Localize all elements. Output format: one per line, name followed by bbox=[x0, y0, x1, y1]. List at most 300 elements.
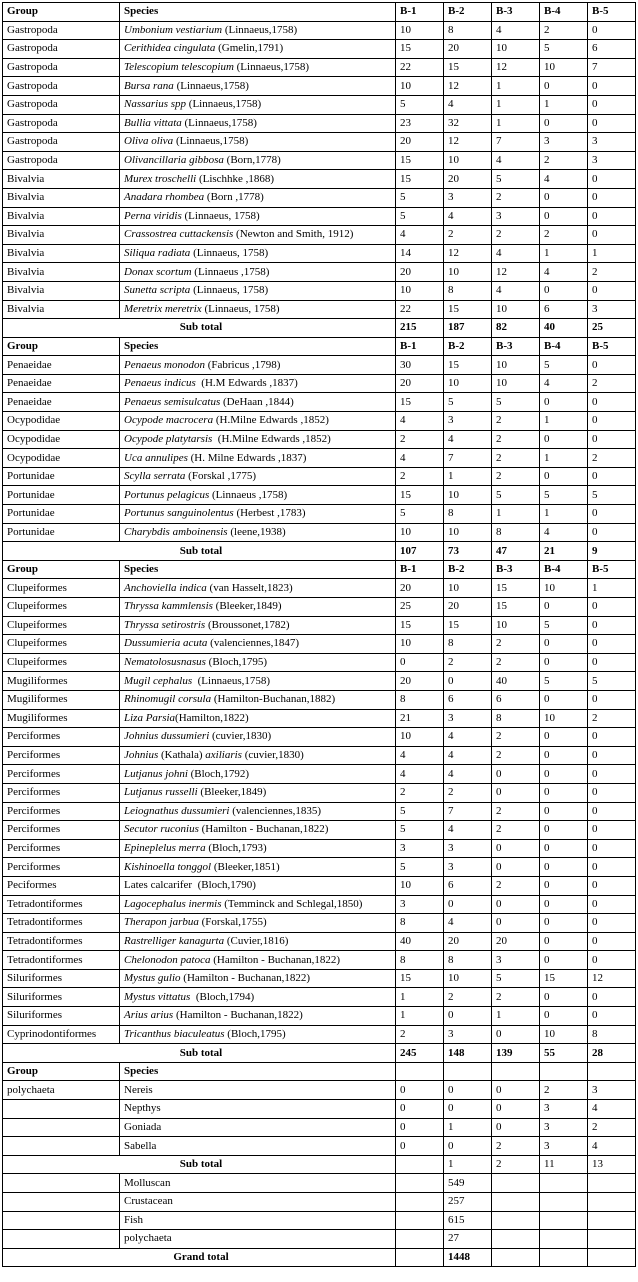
species-authority: (DeHaan ,1844) bbox=[220, 395, 294, 408]
header-b1: B-1 bbox=[396, 560, 444, 579]
group-cell: Bivalvia bbox=[3, 188, 120, 207]
value-b4: 0 bbox=[540, 895, 588, 914]
value-b1: 40 bbox=[396, 932, 444, 951]
value-b1: 1 bbox=[396, 988, 444, 1007]
species-cell bbox=[120, 95, 396, 114]
value-b2: 4 bbox=[444, 207, 492, 226]
species-cell bbox=[120, 1025, 396, 1044]
value-b1: 0 bbox=[396, 1137, 444, 1156]
species-scientific-name: Crassostrea cuttackensis bbox=[124, 228, 234, 241]
group-cell: Siluriformes bbox=[3, 1007, 120, 1026]
species-cell bbox=[120, 1007, 396, 1026]
group-cell: Siluriformes bbox=[3, 969, 120, 988]
value-b1: 15 bbox=[396, 40, 444, 59]
species-authority: (Linnaeus,1758) bbox=[181, 116, 257, 129]
value-b4: 0 bbox=[540, 728, 588, 747]
subtotal-b3: 139 bbox=[492, 1044, 540, 1063]
value-b1: 8 bbox=[396, 914, 444, 933]
value-b1: 2 bbox=[396, 467, 444, 486]
subtotal-b3: 82 bbox=[492, 319, 540, 338]
table-row bbox=[3, 449, 636, 468]
species-authority: (Hamilton - Buchanan,1822) bbox=[180, 972, 311, 985]
species-authority: (Fabricus ,1798) bbox=[204, 358, 281, 371]
value-b3: 15 bbox=[492, 598, 540, 617]
value-b4: 0 bbox=[540, 690, 588, 709]
table-row bbox=[3, 151, 636, 170]
species-cell bbox=[120, 690, 396, 709]
value-b3: 6 bbox=[492, 690, 540, 709]
value-b1: 30 bbox=[396, 356, 444, 375]
species-scientific-name: Tricanthus biaculeatus bbox=[124, 1027, 225, 1040]
value-b4: 0 bbox=[540, 932, 588, 951]
value-b2: 32 bbox=[444, 114, 492, 133]
value-b5: 0 bbox=[588, 1007, 636, 1026]
species-authority: (Broussonet,1782) bbox=[205, 618, 290, 631]
value-b1: 4 bbox=[396, 412, 444, 431]
subtotal-row bbox=[3, 542, 636, 561]
value-b5: 0 bbox=[588, 616, 636, 635]
group-cell: Portunidae bbox=[3, 523, 120, 542]
summary-row bbox=[3, 1193, 636, 1212]
value-b4: 0 bbox=[540, 1007, 588, 1026]
species-cell bbox=[120, 914, 396, 933]
header-row bbox=[3, 337, 636, 356]
value-b2: 3 bbox=[444, 709, 492, 728]
species-cell bbox=[120, 821, 396, 840]
header-b1: B-1 bbox=[396, 3, 444, 22]
table-row bbox=[3, 1118, 636, 1137]
value-b1: 25 bbox=[396, 598, 444, 617]
subtotal-b4: 40 bbox=[540, 319, 588, 338]
value-b5: 6 bbox=[588, 40, 636, 59]
species-authority: (valenciennes,1835) bbox=[229, 804, 322, 817]
value-b4: 0 bbox=[540, 598, 588, 617]
species-scientific-name: Portunus pelagicus bbox=[124, 488, 210, 501]
value-b4: 5 bbox=[540, 356, 588, 375]
species-authority: (Bleeker,1849) bbox=[197, 786, 267, 799]
table-row bbox=[3, 672, 636, 691]
species-authority: (H.Milne Edwards ,1852) bbox=[212, 432, 331, 445]
header-species: Species bbox=[120, 337, 396, 356]
table-row bbox=[3, 1137, 636, 1156]
species-scientific-name: Leiognathus dussumieri bbox=[124, 804, 230, 817]
value-b2: 0 bbox=[444, 1137, 492, 1156]
value-b3: 0 bbox=[492, 839, 540, 858]
species-scientific-name: Penaeus semisulcatus bbox=[124, 395, 221, 408]
group-cell: Tetradontiformes bbox=[3, 914, 120, 933]
group-cell: Bivalvia bbox=[3, 226, 120, 245]
subtotal-b1: 107 bbox=[396, 542, 444, 561]
table-row bbox=[3, 765, 636, 784]
species-cell bbox=[120, 114, 396, 133]
table-row bbox=[3, 188, 636, 207]
value-b5: 0 bbox=[588, 430, 636, 449]
value-b4: 2 bbox=[540, 21, 588, 40]
value-b3: 4 bbox=[492, 244, 540, 263]
species-cell bbox=[120, 393, 396, 412]
value-b5: 0 bbox=[588, 951, 636, 970]
species-authority: (Bleeker,1851) bbox=[211, 860, 280, 873]
grand-total-row bbox=[3, 1248, 636, 1267]
value-b5: 2 bbox=[588, 263, 636, 282]
header-b2: B-2 bbox=[444, 560, 492, 579]
value-b5: 1 bbox=[588, 579, 636, 598]
value-b3: 10 bbox=[492, 40, 540, 59]
summary-row bbox=[3, 1174, 636, 1193]
value-b5: 0 bbox=[588, 746, 636, 765]
species-cell bbox=[120, 932, 396, 951]
value-b4: 6 bbox=[540, 300, 588, 319]
species-cell bbox=[120, 263, 396, 282]
species-scientific-name: Dussumieria acuta bbox=[124, 637, 208, 650]
group-cell: Tetradontiformes bbox=[3, 895, 120, 914]
table-row bbox=[3, 58, 636, 77]
header-b4: B-4 bbox=[540, 337, 588, 356]
subtotal-b4: 11 bbox=[540, 1155, 588, 1174]
value-b4: 10 bbox=[540, 1025, 588, 1044]
summary-empty bbox=[3, 1174, 120, 1193]
value-b4: 3 bbox=[540, 1100, 588, 1119]
value-b3: 3 bbox=[492, 951, 540, 970]
header-b3: B-3 bbox=[492, 560, 540, 579]
value-b5: 2 bbox=[588, 1118, 636, 1137]
header-b5: B-5 bbox=[588, 560, 636, 579]
species-cell bbox=[120, 969, 396, 988]
species-scientific-name: Thryssa kammlensis bbox=[124, 600, 213, 613]
value-b4: 2 bbox=[540, 226, 588, 245]
value-b2: 3 bbox=[444, 412, 492, 431]
value-b2: 4 bbox=[444, 821, 492, 840]
value-b2: 20 bbox=[444, 598, 492, 617]
value-b5: 0 bbox=[588, 356, 636, 375]
species-cell bbox=[120, 523, 396, 542]
value-b1: 3 bbox=[396, 839, 444, 858]
species-authority: (Linnaeus, 1758) bbox=[181, 209, 260, 222]
species-scientific-name: Perna viridis bbox=[124, 209, 182, 222]
header-b4: B-4 bbox=[540, 3, 588, 22]
value-b3: 40 bbox=[492, 672, 540, 691]
species-cell bbox=[120, 1137, 396, 1156]
subtotal-b2: 73 bbox=[444, 542, 492, 561]
species-cell bbox=[120, 728, 396, 747]
value-b3: 3 bbox=[492, 207, 540, 226]
species-authority: (Forskal ,1775) bbox=[185, 470, 256, 483]
value-b4: 0 bbox=[540, 839, 588, 858]
species-authority: Lates calcarifer (Bloch,1790) bbox=[124, 879, 256, 892]
table-row bbox=[3, 412, 636, 431]
species-cell bbox=[120, 635, 396, 654]
value-b5: 8 bbox=[588, 1025, 636, 1044]
value-b4: 1 bbox=[540, 244, 588, 263]
value-b5: 0 bbox=[588, 77, 636, 96]
species-authority: (Cuvier,1816) bbox=[224, 934, 289, 947]
header-b3: B-3 bbox=[492, 337, 540, 356]
value-b4: 2 bbox=[540, 151, 588, 170]
value-b5: 0 bbox=[588, 226, 636, 245]
header-row bbox=[3, 1062, 636, 1081]
value-b5: 4 bbox=[588, 1100, 636, 1119]
table-row bbox=[3, 77, 636, 96]
species-authority: Nepthys bbox=[124, 1102, 161, 1115]
value-b3: 1 bbox=[492, 95, 540, 114]
value-b2: 2 bbox=[444, 653, 492, 672]
value-b3: 10 bbox=[492, 374, 540, 393]
value-b2: 8 bbox=[444, 635, 492, 654]
value-b5: 0 bbox=[588, 914, 636, 933]
species-cell bbox=[120, 746, 396, 765]
header-group: Group bbox=[3, 337, 120, 356]
value-b1: 10 bbox=[396, 523, 444, 542]
species-authority: Nereis bbox=[124, 1083, 153, 1096]
table-row bbox=[3, 40, 636, 59]
value-b4: 4 bbox=[540, 523, 588, 542]
value-b1: 15 bbox=[396, 393, 444, 412]
value-b1: 4 bbox=[396, 765, 444, 784]
value-b4: 0 bbox=[540, 281, 588, 300]
summary-empty bbox=[540, 1174, 588, 1193]
group-cell: Gastropoda bbox=[3, 40, 120, 59]
species-cell bbox=[120, 653, 396, 672]
summary-empty bbox=[396, 1230, 444, 1249]
value-b3: 1 bbox=[492, 77, 540, 96]
group-cell: Portunidae bbox=[3, 467, 120, 486]
summary-empty bbox=[540, 1211, 588, 1230]
summary-label: Molluscan bbox=[120, 1174, 396, 1193]
header-b1: B-1 bbox=[396, 337, 444, 356]
grand-total-label: Grand total bbox=[3, 1248, 396, 1267]
summary-label: Crustacean bbox=[120, 1193, 396, 1212]
value-b1: 15 bbox=[396, 616, 444, 635]
value-b4: 1 bbox=[540, 95, 588, 114]
summary-empty bbox=[492, 1230, 540, 1249]
value-b5: 0 bbox=[588, 505, 636, 524]
species-authority: (Bleeker,1849) bbox=[212, 600, 282, 613]
value-b4: 0 bbox=[540, 821, 588, 840]
species-authority: (Linnaeus, 1758) bbox=[201, 302, 280, 315]
group-cell: Gastropoda bbox=[3, 21, 120, 40]
value-b3: 2 bbox=[492, 467, 540, 486]
value-b3: 0 bbox=[492, 858, 540, 877]
subtotal-b1: 245 bbox=[396, 1044, 444, 1063]
table-row bbox=[3, 579, 636, 598]
value-b2: 6 bbox=[444, 690, 492, 709]
header-b4 bbox=[540, 1062, 588, 1081]
table-row bbox=[3, 505, 636, 524]
species-authority: (Linnaeus,1758) bbox=[173, 79, 249, 92]
species-scientific-name: Rastrelliger kanagurta bbox=[124, 934, 225, 947]
value-b4: 0 bbox=[540, 765, 588, 784]
table-row bbox=[3, 932, 636, 951]
species-scientific-name: Uca annulipes bbox=[124, 451, 188, 464]
group-cell: Bivalvia bbox=[3, 244, 120, 263]
group-cell: Penaeidae bbox=[3, 393, 120, 412]
table-row bbox=[3, 114, 636, 133]
value-b2: 6 bbox=[444, 876, 492, 895]
subtotal-b5: 25 bbox=[588, 319, 636, 338]
species-authority: (Newton and Smith, 1912) bbox=[233, 228, 354, 241]
species-cell bbox=[120, 988, 396, 1007]
group-cell bbox=[3, 1100, 120, 1119]
group-cell: Tetradontiformes bbox=[3, 951, 120, 970]
summary-value: 549 bbox=[444, 1174, 492, 1193]
group-cell: Peciformes bbox=[3, 876, 120, 895]
species-authority: (Linnaeus,1758) bbox=[233, 61, 310, 74]
species-scientific-name: Anchoviella indica bbox=[124, 581, 207, 594]
value-b1: 8 bbox=[396, 690, 444, 709]
species-authority: (Bloch,1795) bbox=[205, 656, 268, 669]
value-b5: 0 bbox=[588, 858, 636, 877]
table-row bbox=[3, 951, 636, 970]
header-b2: B-2 bbox=[444, 337, 492, 356]
group-cell: Bivalvia bbox=[3, 207, 120, 226]
species-authority: (Linnaeus,1758) bbox=[192, 674, 271, 687]
value-b5: 0 bbox=[588, 839, 636, 858]
species-authority: (Hamilton - Buchanan,1822) bbox=[210, 953, 340, 966]
value-b4: 5 bbox=[540, 672, 588, 691]
value-b1: 1 bbox=[396, 1007, 444, 1026]
value-b3: 2 bbox=[492, 821, 540, 840]
header-species: Species bbox=[120, 3, 396, 22]
value-b3: 4 bbox=[492, 151, 540, 170]
subtotal-label: Sub total bbox=[3, 319, 396, 338]
value-b3: 2 bbox=[492, 430, 540, 449]
species-cell bbox=[120, 77, 396, 96]
summary-empty bbox=[396, 1174, 444, 1193]
species-scientific-name: Telescopium telescopium bbox=[124, 61, 234, 74]
table-row bbox=[3, 95, 636, 114]
value-b5: 2 bbox=[588, 449, 636, 468]
species-authority: (Herbest ,1783) bbox=[233, 507, 306, 520]
group-cell: Clupeiformes bbox=[3, 635, 120, 654]
value-b2: 4 bbox=[444, 914, 492, 933]
table-row bbox=[3, 133, 636, 152]
species-cell bbox=[120, 430, 396, 449]
value-b4: 3 bbox=[540, 1118, 588, 1137]
species-scientific-name: Chelonodon patoca bbox=[124, 953, 211, 966]
species-scientific-name: Charybdis amboinensis bbox=[124, 525, 228, 538]
value-b2: 3 bbox=[444, 839, 492, 858]
value-b3: 2 bbox=[492, 876, 540, 895]
value-b2: 0 bbox=[444, 1007, 492, 1026]
species-cell bbox=[120, 1118, 396, 1137]
value-b2: 10 bbox=[444, 579, 492, 598]
value-b3: 20 bbox=[492, 932, 540, 951]
value-b1: 14 bbox=[396, 244, 444, 263]
species-scientific-name: Kishinoella tonggol bbox=[124, 860, 212, 873]
header-row bbox=[3, 3, 636, 22]
summary-row bbox=[3, 1230, 636, 1249]
value-b3: 4 bbox=[492, 281, 540, 300]
value-b2: 10 bbox=[444, 151, 492, 170]
header-b3 bbox=[492, 1062, 540, 1081]
value-b3: 5 bbox=[492, 393, 540, 412]
table-row bbox=[3, 858, 636, 877]
summary-empty bbox=[588, 1193, 636, 1212]
value-b3: 12 bbox=[492, 263, 540, 282]
species-scientific-name: Liza Parsia bbox=[124, 711, 176, 724]
group-cell: Bivalvia bbox=[3, 263, 120, 282]
table-row bbox=[3, 969, 636, 988]
value-b1: 5 bbox=[396, 188, 444, 207]
table-row bbox=[3, 1007, 636, 1026]
summary-empty bbox=[540, 1193, 588, 1212]
species-cell bbox=[120, 598, 396, 617]
group-cell: polychaeta bbox=[3, 1081, 120, 1100]
value-b2: 15 bbox=[444, 58, 492, 77]
value-b5: 1 bbox=[588, 244, 636, 263]
value-b2: 0 bbox=[444, 1081, 492, 1100]
species-scientific-name: Johnius dussumieri bbox=[124, 730, 210, 743]
species-cell bbox=[120, 783, 396, 802]
group-cell: Portunidae bbox=[3, 486, 120, 505]
value-b2: 20 bbox=[444, 40, 492, 59]
species-authority: (cuvier,1830) bbox=[209, 730, 272, 743]
value-b4: 1 bbox=[540, 505, 588, 524]
subtotal-row bbox=[3, 319, 636, 338]
species-authority: Sabella bbox=[124, 1139, 157, 1152]
species-authority: (Bloch,1793) bbox=[205, 842, 267, 855]
species-cell bbox=[120, 58, 396, 77]
value-b3: 5 bbox=[492, 969, 540, 988]
value-b5: 3 bbox=[588, 300, 636, 319]
species-cell bbox=[120, 858, 396, 877]
species-scientific-name: Siliqua radiata bbox=[124, 247, 191, 260]
value-b3: 7 bbox=[492, 133, 540, 152]
value-b5: 2 bbox=[588, 374, 636, 393]
table-row bbox=[3, 690, 636, 709]
species-scientific-name: Arius arius bbox=[124, 1009, 174, 1022]
value-b3: 2 bbox=[492, 412, 540, 431]
value-b5: 0 bbox=[588, 876, 636, 895]
value-b3: 0 bbox=[492, 1081, 540, 1100]
species-scientific-name: Mystus gulio bbox=[124, 972, 181, 985]
table-row bbox=[3, 598, 636, 617]
species-cell bbox=[120, 449, 396, 468]
value-b4: 0 bbox=[540, 77, 588, 96]
species-cell bbox=[120, 765, 396, 784]
value-b4: 0 bbox=[540, 207, 588, 226]
species-scientific-name: Anadara rhombea bbox=[124, 191, 205, 204]
value-b1: 8 bbox=[396, 951, 444, 970]
table-row bbox=[3, 226, 636, 245]
value-b2: 1 bbox=[444, 1118, 492, 1137]
group-cell: Perciformes bbox=[3, 746, 120, 765]
value-b5: 0 bbox=[588, 988, 636, 1007]
value-b4: 0 bbox=[540, 635, 588, 654]
subtotal-b4: 55 bbox=[540, 1044, 588, 1063]
value-b3: 2 bbox=[492, 988, 540, 1007]
header-row bbox=[3, 560, 636, 579]
species-epithet: axiliaris bbox=[205, 749, 242, 762]
value-b1: 20 bbox=[396, 374, 444, 393]
value-b1: 0 bbox=[396, 653, 444, 672]
table-row bbox=[3, 635, 636, 654]
value-b1: 10 bbox=[396, 635, 444, 654]
value-b3: 2 bbox=[492, 746, 540, 765]
subtotal-b5: 9 bbox=[588, 542, 636, 561]
value-b4: 0 bbox=[540, 858, 588, 877]
value-b5: 0 bbox=[588, 207, 636, 226]
group-cell: Gastropoda bbox=[3, 77, 120, 96]
value-b3: 5 bbox=[492, 170, 540, 189]
species-cell bbox=[120, 672, 396, 691]
species-authority: (Born ,1778) bbox=[204, 191, 264, 204]
value-b2: 15 bbox=[444, 300, 492, 319]
species-scientific-name: Lutjanus russelli bbox=[124, 786, 198, 799]
species-authority: (Bloch,1795) bbox=[224, 1027, 286, 1040]
species-authority: Goniada bbox=[124, 1120, 162, 1133]
species-scientific-name: Murex troschelli bbox=[124, 172, 197, 185]
